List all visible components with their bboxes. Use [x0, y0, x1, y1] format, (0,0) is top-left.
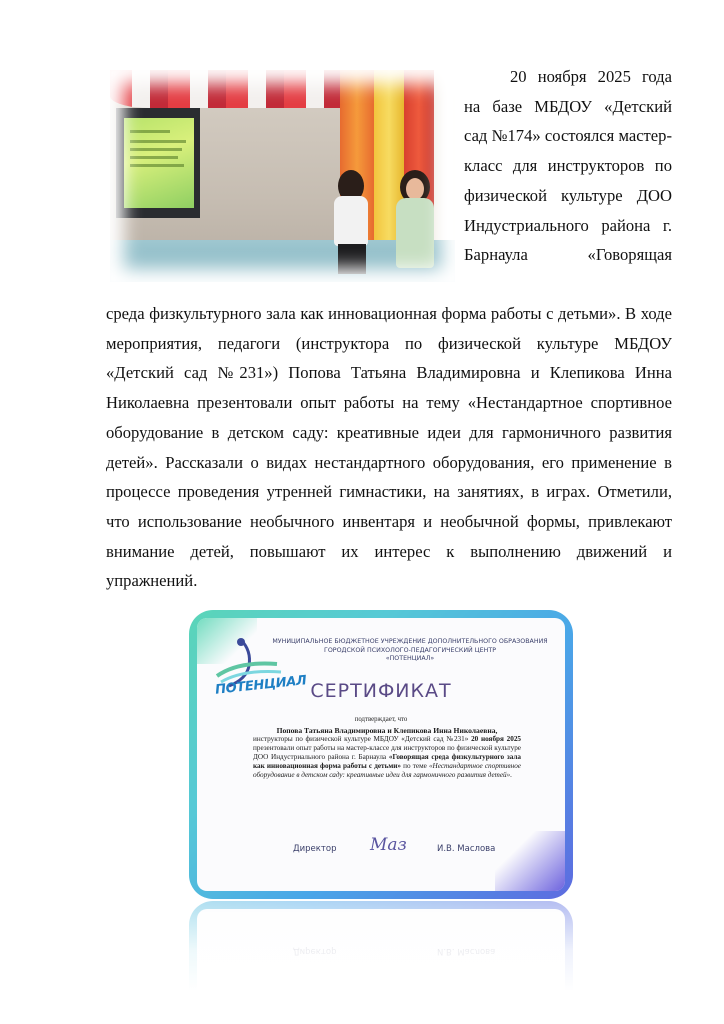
event-photo [110, 70, 455, 282]
director-signature: Маз [370, 835, 407, 855]
intro-rest: на базе МБДОУ «Детский сад №174» состоялся мастер-класс для инструкторов по физической культуре ДОО Индустриального района г. Барнаула «Говорящая [464, 96, 672, 265]
main-paragraph: среда физкультурного зала как инновационная форма работы с детьми». В ходе мероприятия, педагоги (инструктора по физической культуре МБДОУ «Детский сад №231») Попова Татьяна Владимировна и Клепикова Инна Николаевна презентовали опыт работы на тему «Нестандартное спортивное оборудование в детском саду: креативные идеи для гармоничного развития детей». Рассказали о видах нестандартного оборудования, его применение в процессе проведения утренней гимнастики, на занятиях, в играх. Отметили, что использование необычного инвентаря и необычной формы, привлекают внимание детей, повышают их интерес к выполнению движений и упражнений. [106, 304, 672, 591]
certificate-body: Попова Татьяна Владимировна и Клепикова Инна Николаевна, инструкторы по физической культуре МБДОУ «Детский сад №231» 20 ноября 2025 презентовали опыт работы на мастер-классе для инструкторов по физической культуре ДОО Индустриального района г. Барнаула «Говорящая среда физкультурного зала как инновационная форма работы с детьми» по теме «Нестандартное спортивное оборудование в детском саду: креативные идеи для гармоничного развития детей». [253, 726, 522, 780]
certificate-title: СЕРТИФИКАТ [310, 680, 452, 702]
director-name: И.В. Маслова [437, 844, 496, 854]
certificate-reflection [189, 901, 573, 991]
intro-paragraph [464, 62, 672, 270]
intro-first-line: 20 ноября 2025 года [510, 67, 672, 86]
projector-screen [116, 108, 200, 218]
logo-text: ПОТЕНЦИАЛ [214, 673, 308, 698]
presenter-2 [390, 170, 440, 275]
recipient-names: Попова Татьяна Владимировна и Клепикова Инна Николаевна, [276, 726, 498, 735]
presenter-1 [328, 170, 374, 270]
organization-name: МУНИЦИПАЛЬНОЕ БЮДЖЕТНОЕ УЧРЕЖДЕНИЕ ДОПОЛНИТЕЛЬНОГО ОБРАЗОВАНИЯ ГОРОДСКОЙ ПСИХОЛОГО-ПЕДАГОГИЧЕСКИЙ ЦЕНТР «ПОТЕНЦИАЛ» [272, 638, 548, 663]
director-label: Директор [293, 844, 337, 854]
certificate-confirm: подтверждает, что [354, 716, 408, 723]
certificate [189, 610, 573, 899]
